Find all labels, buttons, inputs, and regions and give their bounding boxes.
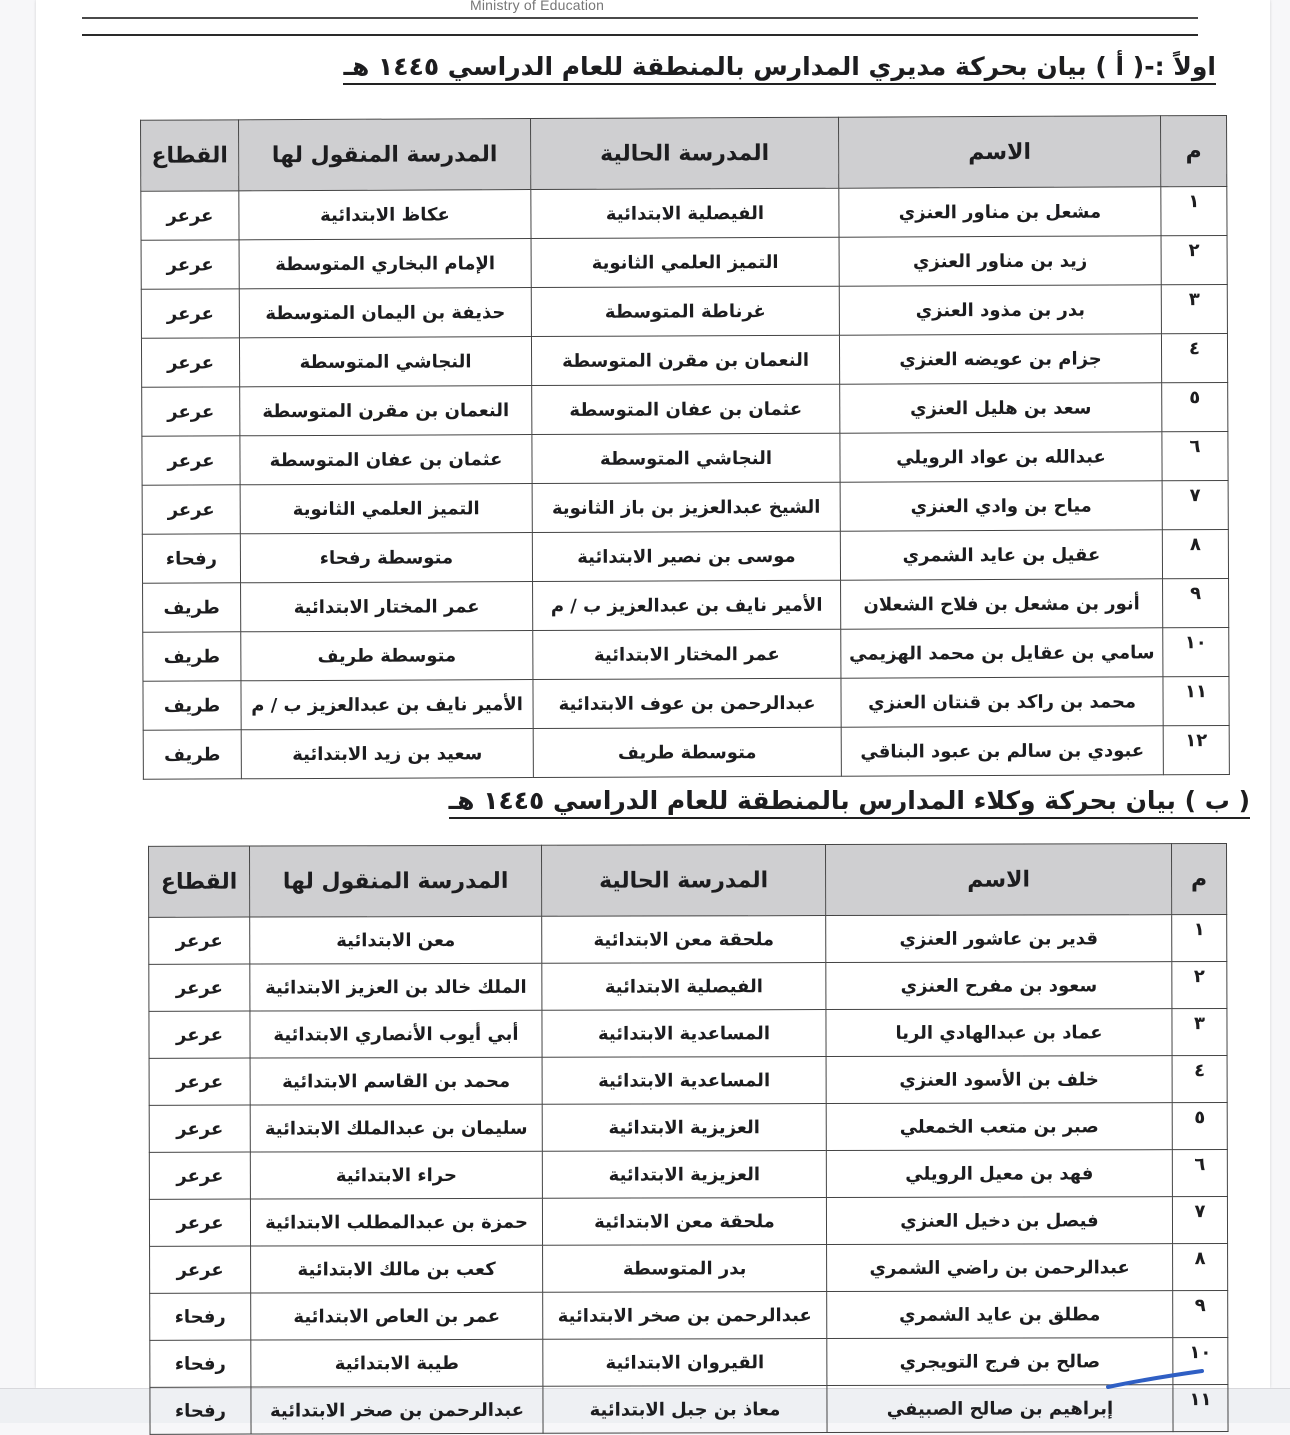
- cell-sector: عرعر: [141, 338, 239, 387]
- cell-name: فهد بن معيل الرويلي: [826, 1150, 1172, 1198]
- cell-new-school: الملك خالد بن العزيز الابتدائية: [250, 963, 542, 1011]
- cell-new-school: الإمام البخاري المتوسطة: [239, 239, 531, 289]
- cell-new-school: أبي أيوب الأنصاري الابتدائية: [250, 1010, 542, 1058]
- cell-current-school: موسى بن نصير الابتدائية: [532, 531, 840, 581]
- cell-current-school: عبدالرحمن بن صخر الابتدائية: [543, 1292, 827, 1340]
- table-header-row: [149, 844, 1227, 918]
- table-row: [142, 382, 1228, 436]
- section-b-title: ( ب ) بيان بحركة وكلاء المدارس بالمنطقة للعام الدراسي ١٤٤٥ هـ: [449, 786, 1250, 819]
- header-rule-lower: [82, 34, 1198, 36]
- table-body: [141, 187, 1230, 780]
- table-row: [143, 725, 1229, 779]
- cell-number: ٤: [1161, 334, 1227, 383]
- cell-number: ١١: [1173, 1384, 1228, 1431]
- cell-number: ٥: [1162, 382, 1228, 431]
- cell-name: قدير بن عاشور العنزي: [826, 915, 1172, 963]
- cell-number: ٦: [1172, 1150, 1227, 1197]
- cell-number: ٢: [1161, 236, 1227, 285]
- cell-name: زيد بن مناور العنزي: [839, 236, 1161, 286]
- cell-new-school: الأمير نايف بن عبدالعزيز ب / م: [241, 680, 533, 730]
- cell-current-school: المساعدية الابتدائية: [542, 1057, 826, 1105]
- cell-new-school: متوسطة طريف: [241, 631, 533, 681]
- cell-name: صبر بن متعب الخمعلي: [826, 1103, 1172, 1151]
- cell-number: ٣: [1161, 285, 1227, 334]
- table-row: [143, 578, 1229, 632]
- cell-sector: عرعر: [149, 917, 250, 964]
- header-col-name: الاسم: [839, 116, 1161, 188]
- cell-new-school: عكاظ الابتدائية: [239, 190, 531, 240]
- cell-name: محمد بن راكد بن قنتان العنزي: [841, 677, 1163, 727]
- header-col-number: م: [1172, 844, 1227, 915]
- cell-number: ١٠: [1173, 1337, 1228, 1384]
- cell-current-school: الفيصلية الابتدائية: [542, 963, 826, 1011]
- cell-name: إبراهيم بن صالح الصبيفي: [827, 1385, 1173, 1433]
- cell-number: ١: [1161, 187, 1227, 236]
- cell-current-school: ملحقة معن الابتدائية: [542, 1198, 826, 1246]
- cell-sector: عرعر: [142, 387, 240, 436]
- cell-number: ٤: [1172, 1056, 1227, 1103]
- cell-new-school: محمد بن القاسم الابتدائية: [250, 1057, 542, 1105]
- cell-sector: طريف: [143, 681, 241, 730]
- cell-number: ٨: [1173, 1243, 1228, 1290]
- table-header-row: [141, 116, 1227, 192]
- table-row: [149, 1103, 1227, 1153]
- cell-current-school: التميز العلمي الثانوية: [531, 237, 839, 287]
- table-row: [149, 1009, 1227, 1059]
- cell-name: جزام بن عويضه العنزي: [839, 334, 1161, 384]
- table-row: [149, 1056, 1227, 1106]
- cell-sector: عرعر: [149, 964, 250, 1011]
- cell-number: ٣: [1172, 1009, 1227, 1056]
- cell-name: عبدالرحمن بن راضي الشمري: [827, 1244, 1173, 1292]
- cell-sector: رفحاء: [150, 1340, 251, 1387]
- cell-sector: عرعر: [141, 289, 239, 338]
- table-row: [149, 915, 1227, 965]
- header-col-sector: القطاع: [141, 120, 239, 191]
- cell-current-school: العزيزية الابتدائية: [542, 1104, 826, 1152]
- table-row: [142, 480, 1228, 534]
- cell-current-school: معاذ بن جبل الابتدائية: [543, 1386, 827, 1434]
- cell-sector: رفحاء: [150, 1387, 251, 1434]
- table-row: [150, 1337, 1228, 1387]
- header-col-number: م: [1161, 116, 1227, 187]
- cell-number: ٦: [1162, 431, 1228, 480]
- cell-current-school: عبدالرحمن بن عوف الابتدائية: [533, 678, 841, 728]
- section-a-title: اولاً :-( أ ) بيان بحركة مديري المدارس بالمنطقة للعام الدراسي ١٤٤٥ هـ: [343, 52, 1216, 85]
- table-row: [149, 1150, 1227, 1200]
- header-col-current-school: المدرسة الحالية: [531, 117, 839, 189]
- table-row: [141, 285, 1227, 339]
- table-row: [149, 1197, 1227, 1247]
- cell-current-school: بدر المتوسطة: [543, 1245, 827, 1293]
- cell-sector: عرعر: [149, 1152, 250, 1199]
- table-body: [149, 915, 1228, 1435]
- cell-sector: طريف: [143, 632, 241, 681]
- cell-current-school: الفيصلية الابتدائية: [531, 188, 839, 238]
- table-row: [141, 187, 1227, 241]
- cell-name: سامي بن عقايل بن محمد الهزيمي: [841, 628, 1163, 678]
- cell-number: ٥: [1172, 1103, 1227, 1150]
- cell-new-school: كعب بن مالك الابتدائية: [251, 1245, 543, 1293]
- cell-current-school: عثمان بن عفان المتوسطة: [532, 384, 840, 434]
- cell-new-school: التميز العلمي الثانوية: [240, 484, 532, 534]
- cell-number: ١: [1172, 915, 1227, 962]
- cell-new-school: عمر بن العاص الابتدائية: [251, 1292, 543, 1340]
- table-row: [142, 529, 1228, 583]
- header-col-current-school: المدرسة الحالية: [542, 845, 826, 917]
- table-row: [143, 627, 1229, 681]
- cell-name: عقيل بن عايد الشمري: [840, 530, 1162, 580]
- cell-name: مشعل بن مناور العنزي: [839, 187, 1161, 237]
- cell-sector: طريف: [143, 730, 241, 779]
- cell-new-school: حراء الابتدائية: [250, 1151, 542, 1199]
- cell-sector: عرعر: [149, 1058, 250, 1105]
- cell-current-school: عمر المختار الابتدائية: [533, 629, 841, 679]
- cell-name: أنور بن مشعل بن فلاح الشعلان: [841, 579, 1163, 629]
- cell-new-school: سليمان بن عبدالملك الابتدائية: [250, 1104, 542, 1152]
- cell-sector: رفحاء: [142, 534, 240, 583]
- cell-name: عبدالله بن عواد الرويلي: [840, 432, 1162, 482]
- cell-new-school: النجاشي المتوسطة: [239, 337, 531, 387]
- header-col-new-school: المدرسة المنقول لها: [239, 119, 531, 191]
- cell-number: ١٠: [1163, 627, 1229, 676]
- principals-transfer-table: [140, 115, 1230, 780]
- cell-name: صالح بن فرج التويجري: [827, 1338, 1173, 1386]
- cell-new-school: عثمان بن عفان المتوسطة: [240, 435, 532, 485]
- cell-sector: عرعر: [149, 1199, 250, 1246]
- cell-sector: عرعر: [150, 1246, 251, 1293]
- cell-number: ٨: [1162, 529, 1228, 578]
- cell-current-school: النعمان بن مقرن المتوسطة: [531, 335, 839, 385]
- deputies-transfer-table: [148, 843, 1229, 1435]
- pen-stroke-mark: [1106, 1359, 1206, 1389]
- cell-number: ٧: [1172, 1197, 1227, 1244]
- table-row: [150, 1384, 1228, 1434]
- cell-sector: عرعر: [149, 1011, 250, 1058]
- cell-sector: عرعر: [142, 485, 240, 534]
- cell-sector: عرعر: [141, 191, 239, 240]
- header-col-name: الاسم: [826, 844, 1172, 916]
- cell-number: ٩: [1163, 578, 1229, 627]
- header-col-sector: القطاع: [149, 846, 250, 917]
- cell-current-school: متوسطة طريف: [533, 727, 841, 777]
- cell-current-school: ملحقة معن الابتدائية: [542, 916, 826, 964]
- header-col-new-school: المدرسة المنقول لها: [250, 845, 542, 917]
- cell-current-school: غرناطة المتوسطة: [531, 286, 839, 336]
- cell-name: سعود بن مفرح العنزي: [826, 962, 1172, 1010]
- cell-current-school: النجاشي المتوسطة: [532, 433, 840, 483]
- table-row: [150, 1243, 1228, 1293]
- cell-current-school: الشيخ عبدالعزيز بن باز الثانوية: [532, 482, 840, 532]
- cell-number: ٧: [1162, 480, 1228, 529]
- cell-number: ١٢: [1163, 725, 1229, 774]
- cell-name: مطلق بن عايد الشمري: [827, 1291, 1173, 1339]
- cell-new-school: عبدالرحمن بن صخر الابتدائية: [251, 1386, 543, 1434]
- cell-new-school: حمزة بن عبدالمطلب الابتدائية: [250, 1198, 542, 1246]
- table-row: [150, 1290, 1228, 1340]
- cell-current-school: الأمير نايف بن عبدالعزيز ب / م: [533, 580, 841, 630]
- cell-name: عبودي بن سالم بن عبود البناقي: [841, 726, 1163, 776]
- cell-new-school: النعمان بن مقرن المتوسطة: [240, 386, 532, 436]
- cell-sector: رفحاء: [150, 1293, 251, 1340]
- table-row: [142, 431, 1228, 485]
- cell-name: سعد بن هليل العنزي: [840, 383, 1162, 433]
- cell-name: مياح بن وادي العنزي: [840, 481, 1162, 531]
- table-row: [141, 236, 1227, 290]
- cell-new-school: حذيفة بن اليمان المتوسطة: [239, 288, 531, 338]
- cell-current-school: العزيزية الابتدائية: [542, 1151, 826, 1199]
- ministry-header-text: Ministry of Education: [470, 0, 605, 13]
- cell-sector: عرعر: [141, 240, 239, 289]
- cell-number: ١١: [1163, 676, 1229, 725]
- cell-number: ٢: [1172, 962, 1227, 1009]
- table-row: [143, 676, 1229, 730]
- cell-sector: طريف: [143, 583, 241, 632]
- cell-sector: عرعر: [149, 1105, 250, 1152]
- cell-new-school: طيبة الابتدائية: [251, 1339, 543, 1387]
- table-row: [149, 962, 1227, 1012]
- cell-name: عماد بن عبدالهادي الريا: [826, 1009, 1172, 1057]
- cell-new-school: سعيد بن زيد الابتدائية: [241, 729, 533, 779]
- cell-name: فيصل بن دخيل العنزي: [826, 1197, 1172, 1245]
- header-rule: [82, 17, 1198, 19]
- cell-new-school: معن الابتدائية: [250, 916, 542, 964]
- cell-new-school: متوسطة رفحاء: [240, 533, 532, 583]
- cell-number: ٩: [1173, 1290, 1228, 1337]
- cell-new-school: عمر المختار الابتدائية: [241, 582, 533, 632]
- cell-current-school: القيروان الابتدائية: [543, 1339, 827, 1387]
- cell-name: خلف بن الأسود العنزي: [826, 1056, 1172, 1104]
- cell-sector: عرعر: [142, 436, 240, 485]
- cell-name: بدر بن مذود العنزي: [839, 285, 1161, 335]
- table-row: [141, 334, 1227, 388]
- cell-current-school: المساعدية الابتدائية: [542, 1010, 826, 1058]
